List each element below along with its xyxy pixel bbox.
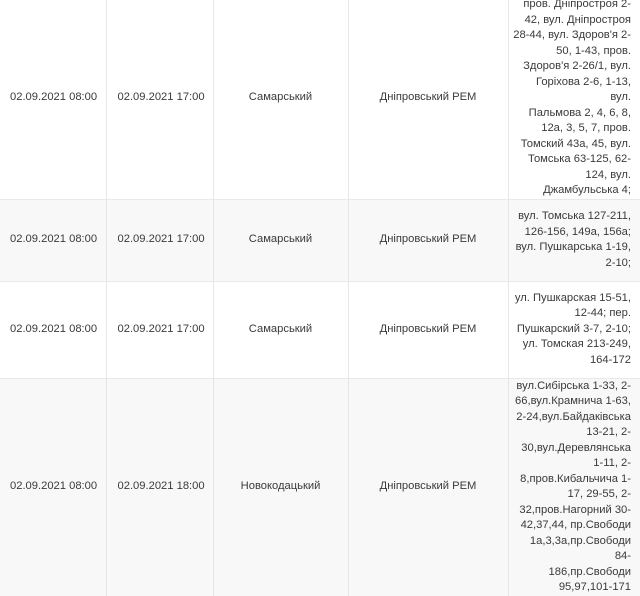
district-cell: Новокодацький bbox=[213, 378, 348, 596]
end-time-cell: 02.09.2021 17:00 bbox=[106, 0, 213, 199]
address-line: Горіхова 2-6, 1-13, вул. bbox=[536, 75, 631, 103]
district-cell: Самарський bbox=[213, 199, 348, 281]
address-cell bbox=[508, 199, 640, 281]
rem-cell: Дніпровський РЕМ bbox=[348, 0, 508, 199]
address-line: 50, 1-43, пров. bbox=[556, 44, 631, 57]
district-cell: Самарський bbox=[213, 0, 348, 199]
table-row bbox=[0, 281, 640, 378]
start-time-cell: 02.09.2021 08:00 bbox=[0, 378, 106, 596]
address-line: вул. Пушкарська 1-19, bbox=[515, 241, 631, 253]
end-time-cell: 02.09.2021 17:00 bbox=[106, 281, 213, 378]
rem-cell: Дніпровський РЕМ bbox=[348, 199, 508, 281]
address-line: вул. Томська 127-211, bbox=[518, 210, 631, 222]
address-line: 12а, 3, 5, 7, пров. bbox=[541, 122, 631, 134]
address-line: ул. Пушкарская 15-51, bbox=[514, 291, 631, 304]
address-line: Пушкарский 3-7, 2-10; bbox=[516, 322, 631, 335]
address-line: Джамбульська 4; bbox=[543, 184, 631, 196]
table-row bbox=[0, 199, 640, 281]
address-line: 8,пров.Кибальчича 1- bbox=[520, 472, 631, 485]
start-time-cell: 02.09.2021 08:00 bbox=[0, 0, 106, 199]
address-cell bbox=[508, 378, 640, 596]
address-line: 1а,3,3а,пр.Свободи 84- bbox=[529, 534, 631, 562]
address-line: 95,97,101-171 bbox=[558, 581, 631, 593]
rem-cell: Дніпровський РЕМ bbox=[348, 378, 508, 596]
start-time-cell: 02.09.2021 08:00 bbox=[0, 199, 106, 281]
rem-cell: Дніпровський РЕМ bbox=[348, 281, 508, 378]
address-line: 164-172 bbox=[589, 353, 631, 366]
table-row bbox=[0, 378, 640, 596]
address-line: пров. Дніпростроя 2- bbox=[523, 0, 631, 10]
table-row bbox=[0, 0, 640, 199]
address-line: 66,вул.Крамнича 1-63, bbox=[515, 395, 631, 407]
address-line: 126-156, 149а, 156а; bbox=[524, 225, 631, 238]
district-cell: Самарський bbox=[213, 281, 348, 378]
address-line: 28-44, вул. Здоров'я 2- bbox=[513, 29, 631, 41]
address-line: вул.Сибірська 1-33, 2- bbox=[516, 379, 631, 392]
address-line: 12-44; пер. bbox=[574, 307, 631, 320]
address-line: 186,пр.Свободи bbox=[548, 565, 631, 578]
address-line: 1-11, 2- bbox=[593, 457, 631, 469]
address-line: Томська 63-125, 62- bbox=[528, 153, 631, 165]
end-time-cell: 02.09.2021 18:00 bbox=[106, 378, 213, 596]
address-line: Томский 43а, 45, вул. bbox=[520, 137, 631, 150]
start-time-cell: 02.09.2021 08:00 bbox=[0, 281, 106, 378]
address-line: 30,вул.Деревлянська bbox=[521, 441, 631, 454]
address-line: 42, вул. Дніпростроя bbox=[524, 13, 631, 26]
address-cell bbox=[508, 0, 640, 199]
address-line: 17, 29-55, 2- bbox=[567, 488, 631, 500]
address-line: Пальмова 2, 4, 6, 8, bbox=[528, 106, 631, 119]
address-line: 2-10; bbox=[605, 256, 631, 269]
address-line: 32,пров.Нагорний 30- bbox=[519, 503, 631, 516]
address-line: 2-24,вул.Байдаківська bbox=[516, 410, 631, 423]
address-line: 13-21, 2- bbox=[586, 426, 631, 438]
address-line: 42,37,44, пр.Свободи bbox=[520, 519, 631, 531]
address-line: 124, вул. bbox=[585, 168, 631, 181]
end-time-cell: 02.09.2021 17:00 bbox=[106, 199, 213, 281]
address-cell bbox=[508, 281, 640, 378]
address-line: Здоров'я 2-26/1, вул. bbox=[523, 60, 631, 72]
address-line: ул. Томская 213-249, bbox=[522, 338, 631, 351]
